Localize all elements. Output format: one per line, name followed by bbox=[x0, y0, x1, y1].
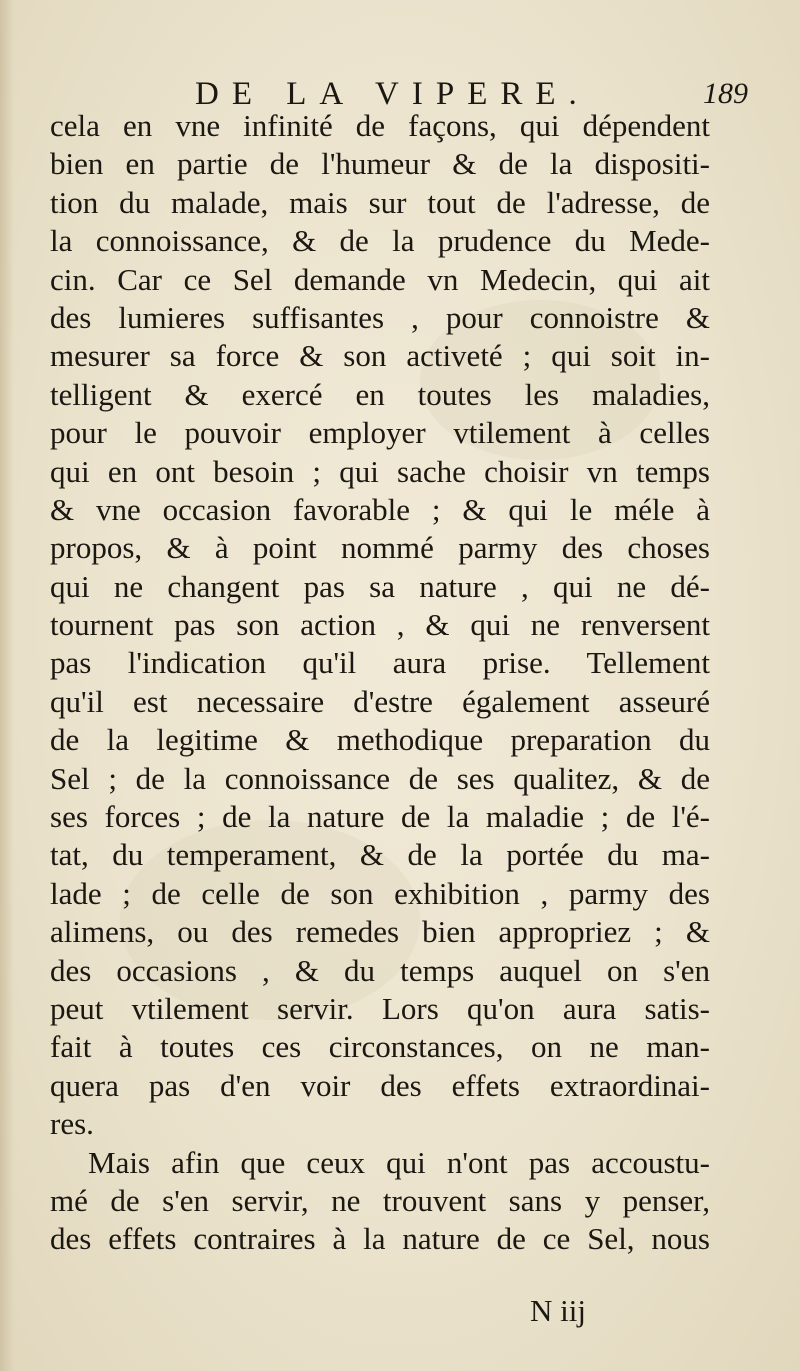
text-line: qui en ont besoin ; qui sache choisir vn temps bbox=[50, 453, 710, 489]
text-line: la connoissance, & de la prudence du Mede- bbox=[50, 223, 710, 259]
text-line: lade ; de celle de son exhibition , parmy des bbox=[50, 875, 710, 911]
paragraph-end-line: res. bbox=[50, 1106, 94, 1142]
text-line: propos, & à point nommé parmy des choses bbox=[50, 530, 710, 566]
text-line: & vne occasion favorable ; & qui le méle à bbox=[50, 491, 710, 527]
text-line: de la legitime & methodique preparation du bbox=[50, 722, 710, 758]
text-line: cela en vne infinité de façons, qui dépendent bbox=[50, 108, 710, 143]
text-line: bien en partie de l'humeur & de la dispositi- bbox=[50, 146, 710, 182]
page-edge-shadow bbox=[0, 0, 14, 1371]
text-line: pour le pouvoir employer vtilement à celles bbox=[50, 415, 710, 451]
text-line: pas l'indication qu'il aura prise. Tellement bbox=[50, 645, 710, 681]
text-line: fait à toutes ces circonstances, on ne man- bbox=[50, 1029, 710, 1065]
text-line: tion du malade, mais sur tout de l'adresse, de bbox=[50, 184, 710, 220]
signature-mark: N iij bbox=[530, 1293, 586, 1328]
paragraph-start-line: Mais afin que ceux qui n'ont pas accoustu- bbox=[88, 1144, 710, 1180]
text-line: telligent & exercé en toutes les maladies, bbox=[50, 376, 710, 412]
running-head-title: DE LA VIPERE. bbox=[195, 76, 590, 112]
text-line: mé de s'en servir, ne trouvent sans y penser, bbox=[50, 1182, 710, 1218]
page-number: 189 bbox=[703, 77, 748, 110]
text-line: quera pas d'en voir des effets extraordinai- bbox=[50, 1067, 710, 1103]
text-line: tournent pas son action , & qui ne renversent bbox=[50, 607, 710, 643]
text-line: alimens, ou des remedes bien appropriez ; & bbox=[50, 914, 710, 950]
text-line: cin. Car ce Sel demande vn Medecin, qui ait bbox=[50, 261, 710, 297]
text-line: des lumieres suffisantes , pour connoistre & bbox=[50, 299, 710, 335]
text-line: tat, du temperament, & de la portée du ma- bbox=[50, 837, 710, 873]
text-line: peut vtilement servir. Lors qu'on aura satis- bbox=[50, 990, 710, 1026]
text-line: ses forces ; de la nature de la maladie ; de l'é- bbox=[50, 799, 710, 835]
text-line: des occasions , & du temps auquel on s'en bbox=[50, 952, 710, 988]
body-text bbox=[50, 107, 710, 1259]
text-line: des effets contraires à la nature de ce Sel, nous bbox=[50, 1221, 710, 1257]
text-line: Sel ; de la connoissance de ses qualitez, & de bbox=[50, 760, 710, 796]
text-line: qui ne changent pas sa nature , qui ne dé- bbox=[50, 568, 710, 604]
text-line: qu'il est necessaire d'estre également asseuré bbox=[50, 683, 710, 719]
text-line: mesurer sa force & son activeté ; qui soit in- bbox=[50, 338, 710, 374]
